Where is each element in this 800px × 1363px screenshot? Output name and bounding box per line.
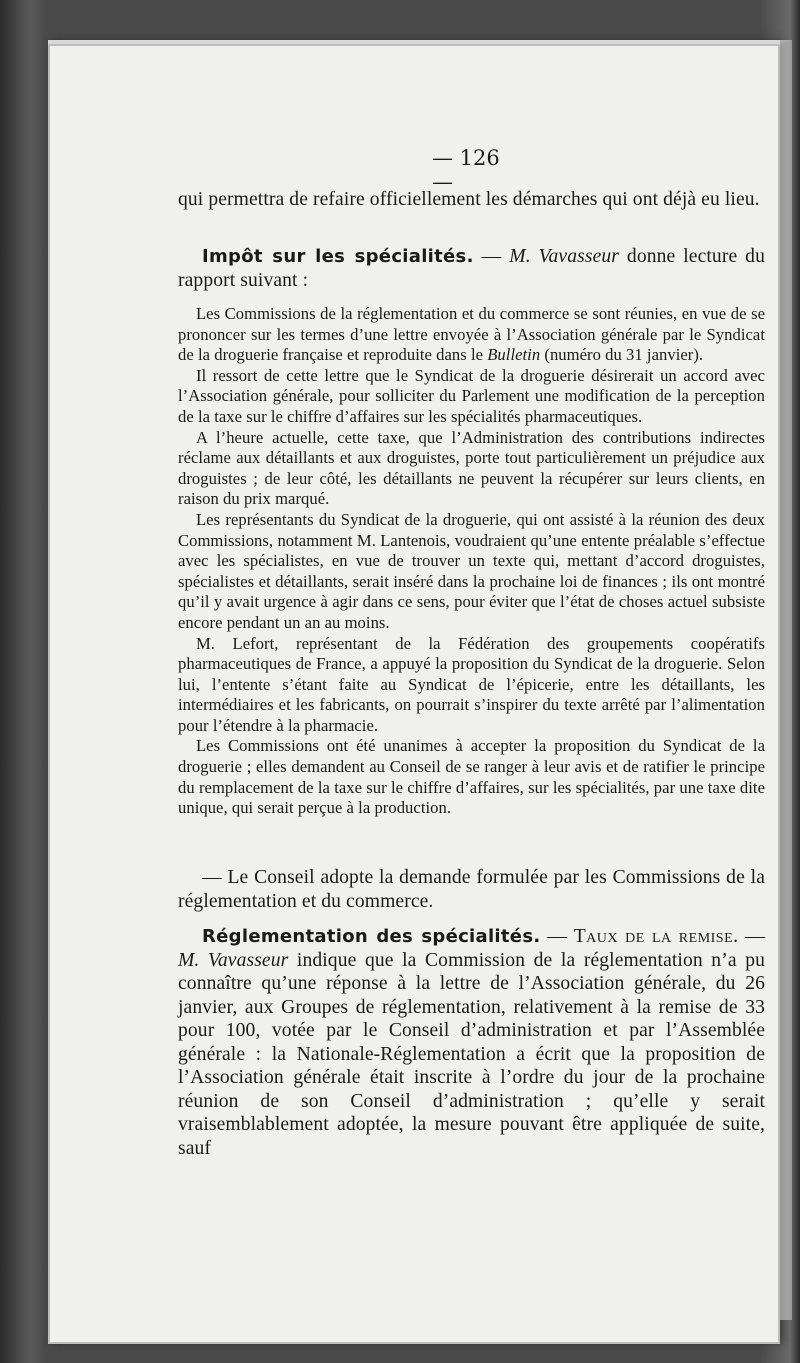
- report-block: [178, 304, 765, 819]
- speaker-name-2: M. Vavasseur: [178, 949, 289, 971]
- speaker-name: M. Vavasseur: [509, 246, 619, 267]
- section-impot-paragraph: [178, 245, 765, 292]
- page-number: — 126 —: [432, 146, 500, 194]
- report-paragraph-2: Il ressort de cette lettre que le Syndicat de la droguerie désirerait un accord avec l’Association générale, pour solliciter du Parlement une modification de la perception de la taxe sur le chiffre d’affaires sur les spécialités pharmaceutiques.: [178, 365, 765, 426]
- section-reglementation-subheading: Taux de la remise.: [573, 926, 739, 947]
- report-p1-start: Les Commissions de la réglementation et du commerce se sont réunies, en vue de se prononcer sur les termes d’une lettre envoyée à l’Association générale par le Syndicat de la droguerie française et reproduite dans le: [178, 304, 765, 365]
- report-paragraph-1: [178, 304, 765, 366]
- section-impot-dash: —: [473, 246, 510, 267]
- section-reglementation-dash-2: —: [738, 926, 765, 947]
- bulletin-title: Bulletin: [487, 345, 541, 365]
- report-paragraph-4: Les représentants du Syndicat de la droguerie, qui ont assisté à la réunion des deux Commissions, notamment M. Lantenois, voudraient qu’une entente préalable s’effectue avec les spécialistes, en vue de trouver un texte qui, mettant d’accord droguistes, spécialistes et détaillants, serait inséré dans la prochaine loi de finances ; ils ont montré qu’il y avait urgence à agir dans ce sens, pour éviter que l’état de choses actuel subsiste encore pendant un an au moins.: [178, 509, 765, 632]
- report-paragraph-6: Les Commissions ont été unanimes à accepter la proposition du Syndicat de la droguerie ; elles demandent au Conseil de se ranger à leur avis et de ratifier le principe du remplacement de la taxe sur le chiffre d’affaires, sur les spécialités, par une taxe dite unique, qui serait perçue à la production.: [178, 736, 765, 818]
- section-reglementation-body: indique que la Commission de la réglementation n’a pu connaître qu’une réponse à la lettre de l’Association générale, du 26 janvier, aux Groupes de réglementation, relativement à la remise de 33 pour 100, votée par le Conseil d’administration et par l’Assemblée générale : la Nationale-Réglementation a écrit que la proposition de l’Association générale était inscrite à l’ordre du jour de la prochaine réunion de son Conseil d’administration ; qu’elle y serait vraisemblablement adoptée, la mesure pouvant être appliquée de suite, sauf: [178, 949, 765, 1159]
- council-decision: — Le Conseil adopte la demande formulée par les Commissions de la réglementation et du commerce.: [178, 867, 765, 912]
- report-paragraph-3: A l’heure actuelle, cette taxe, que l’Administration des contributions indirectes réclame aux détaillants et aux droguistes, porte tout particulièrement un préjudice aux droguistes ; de leur côté, les détaillants ne peuvent la récupérer sur leurs clients, en raison du prix marqué.: [178, 427, 765, 509]
- report-p1-end: (numéro du 31 janvier).: [540, 345, 704, 365]
- report-paragraph-5: M. Lefort, représentant de la Fédération des groupements coopératifs pharmaceutiques de France, a appuyé la proposition du Syndicat de la droguerie. Selon lui, l’entente s’étant faite au Syndicat de l’épicerie, entre les détaillants, les intermédiaires et les fabricants, on pourrait s’inspirer du texte arrêté par l’alimentation pour l’étendre à la pharmacie.: [178, 633, 765, 735]
- page-edge: [778, 40, 792, 1320]
- section-impot-lead: donne lecture du rapport suivant :: [178, 246, 765, 291]
- section-reglementation-dash-1: —: [540, 926, 574, 947]
- section-reglementation-heading: Réglementation des spécialités.: [202, 926, 541, 947]
- section-reglementation-paragraph: [178, 925, 765, 1160]
- intro-paragraph: qui permettra de refaire officiellement les démarches qui ont déjà eu lieu.: [178, 189, 760, 210]
- section-impot-heading: Impôt sur les spécialités.: [202, 246, 474, 267]
